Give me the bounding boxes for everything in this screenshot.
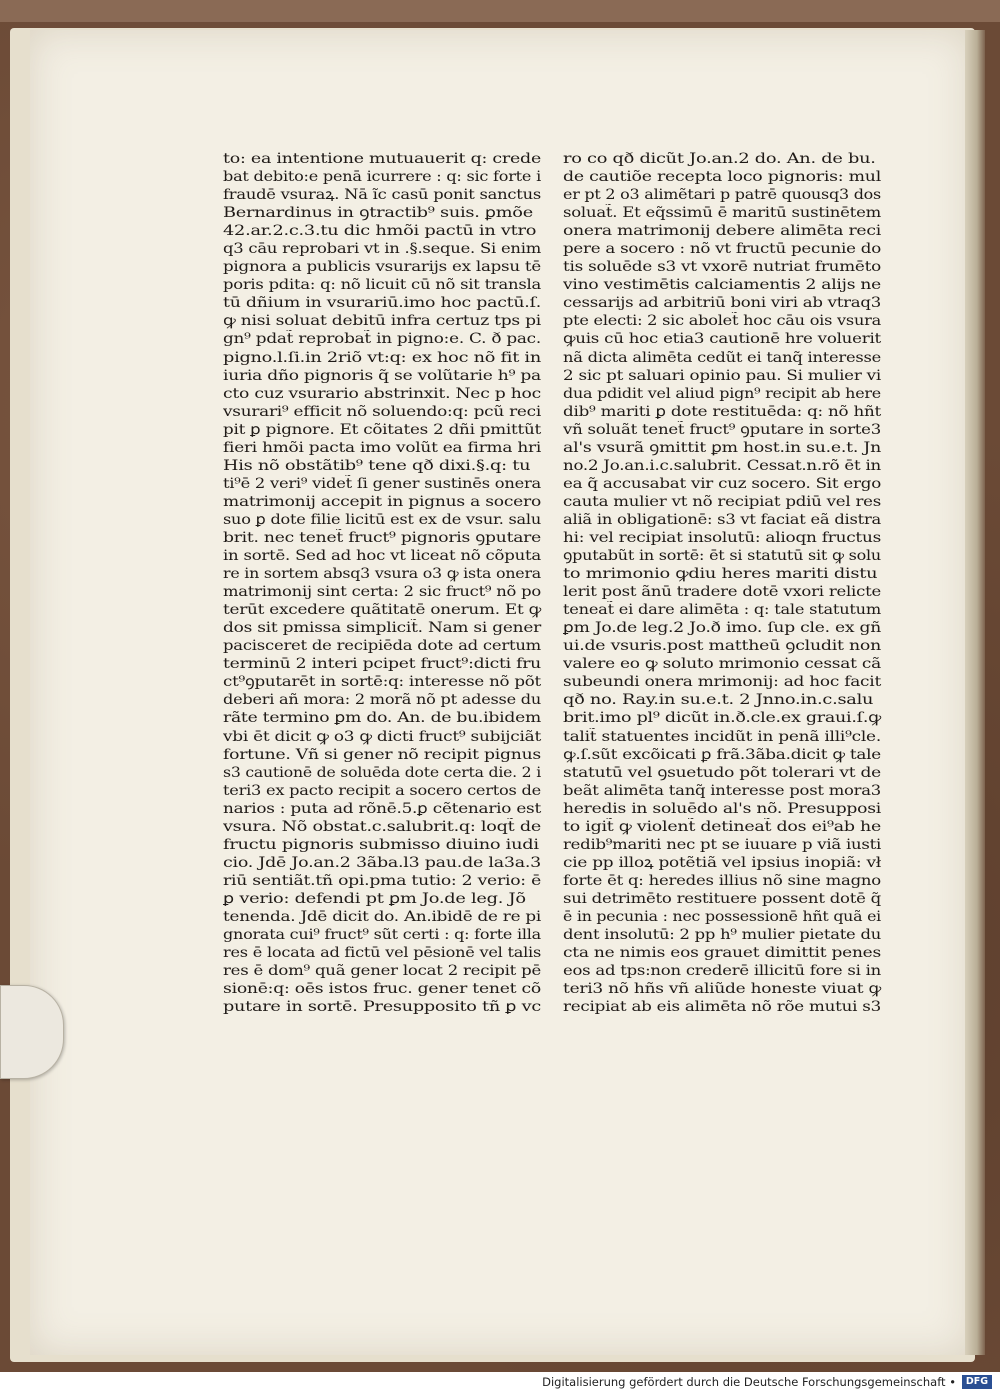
text-line: ti⁹ē 2 veri⁹ videt̃ ſi gener sustinēs onera [223,475,541,492]
text-line: ꝯputabũt in sortē: ēt si statutū sit ꝙ solu [563,548,881,565]
text-line: ct⁹ꝯputarēt in sortē:q: interesse nõ põt [223,674,541,691]
text-line: vsurari⁹ efficit nõ soluendo:q: pcũ reci [223,403,541,420]
text-line: vbi ēt dicit ꝙ o3 ꝙ dicti fruct⁹ subijciãt [223,728,541,745]
text-line: ui.de vsuris.post mattheū ꝯcludit non [563,638,881,655]
text-line: dent insolutū: 2 pp h⁹ mulier pietate du [563,927,881,944]
text-line: de cautiõe recepta loco pignoris: mul [563,169,881,186]
text-line: gnorata cui⁹ fruct⁹ sũt certi : q: forte illa [223,927,541,944]
text-line: His nõ obstãtib⁹ tene qð dixi.§.q: tu [223,457,531,474]
text-line: soluat̃. Et eq̃ssimū ē maritū sustinētem [563,205,881,222]
text-line: putare in sortē. Presupposito tñ ꝑ vc [223,999,541,1016]
text-line: matrimonij sint certa: 2 sic fruct⁹ nõ po [223,584,541,601]
dfg-logo: DFG [962,1375,992,1389]
text-line: vsura. Nõ obstat.c.salubrit.q: loqt̃ de [223,818,541,835]
text-line: ꝑm Jo.de leg.2 Jo.ð imo. ſup cle. ex gñ [563,620,881,637]
text-line: brit.imo pl⁹ dicũt in.ð.cle.ex graui.ſ.ꝙ [563,710,881,727]
text-line: q3 cāu reprobari vt in .§.seque. Si enim [223,241,541,258]
text-line: ro co qð dicũt Jo.an.2 do. An. de bu. [563,151,876,167]
text-line: deberi añ mora: 2 morã nõ pt adesse du [223,692,541,709]
text-line: brit. nec tenet̃ fruct⁹ pignoris ꝯputare [223,529,541,546]
text-line: dos sit pmissa simplicit̃. Nam si gener [223,620,541,637]
text-line: forte ēt q: heredes illius nõ sine magno [563,872,881,889]
text-line: vino vestimētis calciamentis 2 alijs ne [563,277,881,294]
text-line: teneat̃ ei dare alimēta : q: tale statutum [563,602,881,619]
text-line: suo ꝑ dote filie licitū est ex de vsur. salu [223,511,541,528]
text-line: pere a socero : nõ vt fructū pecunie do [563,241,881,258]
text-line: res ē locata ad fictū vel pēsionē vel talis [223,945,541,962]
text-line: tis soluēde s3 vt vxorē nutriat frumēto [563,259,881,276]
text-line: talit̃ statuentes incidũt in penã illi⁹cle. [563,728,881,745]
text-line: valere eo ꝙ soluto mrimonio cessat cã [563,656,881,673]
text-line: re in sortem absq3 vsura o3 ꝙ ista onera [223,566,541,583]
text-line: matrimonij accepit in pignus a socero [223,493,541,510]
text-line: cio. Jdē Jo.an.2 3ãba.l3 pau.de la3a.3 [223,854,541,871]
text-line: ꝙuis cū hoc etia3 cautionē hre voluerit [563,331,881,348]
text-line: iuria dño pignoris q̃ se volũtarie h⁹ pa [223,367,541,384]
text-line: pte electi: 2 sic abolet̃ hoc cāu ois vsura [563,313,881,330]
text-line: s3 cautionē de soluēda dote certa die. 2 i [223,764,541,781]
text-line: sui detrimēto restituere possent dotē q̃ [563,890,881,907]
footer-bar [0,1372,1000,1393]
text-line: 2 sic pt saluari opinio pau. Si mulier vi [563,367,881,384]
text-line: no.2 Jo.an.i.c.salubrit. Cessat.n.rõ ēt in [563,457,881,474]
text-line: cta ne nimis eos grauet dimittit penes [563,945,881,962]
text-line: riū sentiãt.tñ opi.pma tutio: 2 verio: ē [223,872,541,889]
text-line: onera matrimonij debere alimēta reci [563,223,881,240]
text-line: recipiat ab eis alimēta nõ rõe mutui s3 [563,999,881,1016]
text-line: lerit post ãnū tradere dotē vxori relicte [563,584,881,601]
text-line: cauta mulier vt nõ recipiat pdiū vel res [563,493,881,510]
text-line: fortune. Vñ si gener nõ recipit pignus [223,746,541,763]
text-line: ꝙ.ſ.sũt excõicati ꝑ frã.3ãba.dicit ꝙ tale [563,746,881,763]
text-line: sionē:q: oēs istos fruc. gener tenet cõ [223,981,541,998]
text-line: pacisceret de recipiēda dote ad certum [223,638,541,655]
text-line: ꝙ nisi soluat debitū infra certuz tps pi [223,313,541,330]
text-line: aliã in obligationē: s3 vt faciat eã distra [563,511,881,528]
text-line: redib⁹mariti nec pt se iuuare p viã iusti [563,836,881,853]
text-line: eos ad tps:non crederē illicitū fore si in [563,963,881,980]
text-line: vñ soluãt tenet̃ fruct⁹ ꝯputare in sorte3 [563,421,881,438]
text-line: statutū vel ꝯsuetudo põt tolerari vt de [563,764,881,781]
text-line: cessarijs ad arbitriū boni viri ab vtraq3 [563,295,881,312]
text-line: tenenda. Jdē dicit do. An.ibidē de re pi [223,908,541,925]
text-line: rãte termino ꝑm do. An. de bu.ibidem [223,710,541,727]
page-clip [0,985,64,1079]
text-line: bat debito:e penā icurrere : q: sic forte i [223,169,541,186]
text-line: ꝑ verio: defendi pt ꝑm Jo.de leg. Jõ [223,890,526,907]
text-line: to: ea intentione mutuauerit q: crede [223,151,541,167]
text-line: fraudē vsuraꝝ. Nā ĩc casū ponit sanctus [223,187,541,204]
text-line: 42.ar.2.c.3.tu dic hmõi pactū in vtro [223,223,537,240]
text-line: poris pdita: q: nõ licuit cū nõ sit transla [223,277,541,294]
text-line: terminū 2 interi pcipet fruct⁹:dicti fru [223,656,541,673]
binding-top-edge [0,0,1000,22]
page-gutter [965,30,985,1355]
text-line: pigno.l.ſi.in 2riõ vt:q: ex hoc nõ fit in [223,349,541,366]
text-line: res ē dom⁹ quã gener locat 2 recipit pē [223,963,541,980]
text-line: dib⁹ mariti ꝑ dote restituēda: q: nõ hñt [563,403,881,420]
text-line: in sortē. Sed ad hoc vt liceat nõ cõputa [223,548,541,565]
text-line: to mrimonio ꝙdiu heres mariti distu [563,566,878,583]
text-line: hi: vel recipiat insolutū: alioqn fructus [563,529,881,546]
text-line: qð no. Ray.in su.e.t. 2 Jnno.in.c.salu [563,692,874,709]
text-column-right [563,150,883,1016]
text-column-left [223,150,543,1016]
text-line: fructu pignoris submisso diuino iudi [223,836,539,853]
text-line: Bernardinus in ꝯtractib⁹ suis. ꝑmõe [223,205,533,222]
text-line: cto cuz vsurario abstrinxit. Nec p hoc [223,385,541,402]
text-line: ea q̃ accusabat vir cuz socero. Sit ergo [563,475,881,492]
text-line: pignora a publicis vsurarijs ex lapsu tē [223,259,541,276]
text-line: subeundi onera mrimonij: ad hoc facit [563,674,881,691]
text-line: tū dñium in vsurariū.imo hoc pactū.ſ. [223,295,541,312]
text-line: terūt excedere quãtitatē onerum. Et ꝙ [223,602,541,619]
text-line: cie pp illoꝝ potẽtiã vel ipsius inopiã: vł [563,854,881,871]
text-line: narios : puta ad rõnē.5.ꝑ cẽtenario est [223,800,541,817]
text-line: nã dicta alimēta cedũt ei tanq̃ interesse [563,349,881,366]
text-line: pit ꝑ pignore. Et cõitates 2 dñi pmittũt [223,421,541,438]
text-line: gn⁹ pdat̃ reprobat̃ in pigno:e. C. ð pac. [223,331,541,348]
text-line: teri3 ex pacto recipit a socero certos de [223,782,541,799]
text-line: teri3 nõ hñs vñ aliũde honeste viuat ꝙ [563,981,881,998]
text-line: beãt alimēta tanq̃ interesse post mora3 [563,782,881,799]
text-line: al's vsurã ꝯmittit ꝑm host.in su.e.t. Jn [563,439,881,456]
text-line: ē in pecunia : nec possessionē hñt quã ei [563,908,881,925]
footer-credit: Digitalisierung gefördert durch die Deutsche Forschungsgemeinschaft • [542,1375,956,1389]
text-line: to igit̃ ꝙ violent̃ detineat̃ dos ei⁹ab he [563,818,881,835]
text-line: fieri hmõi pacta imo volũt ea firma hri [223,439,541,456]
text-line: heredis in soluēdo al's nõ. Presupposi [563,800,881,817]
text-line: dua pdidit vel aliud pign⁹ recipit ab here [563,385,881,402]
text-line: er pt 2 o3 alimẽtari p patrē quousq3 dos [563,187,881,204]
